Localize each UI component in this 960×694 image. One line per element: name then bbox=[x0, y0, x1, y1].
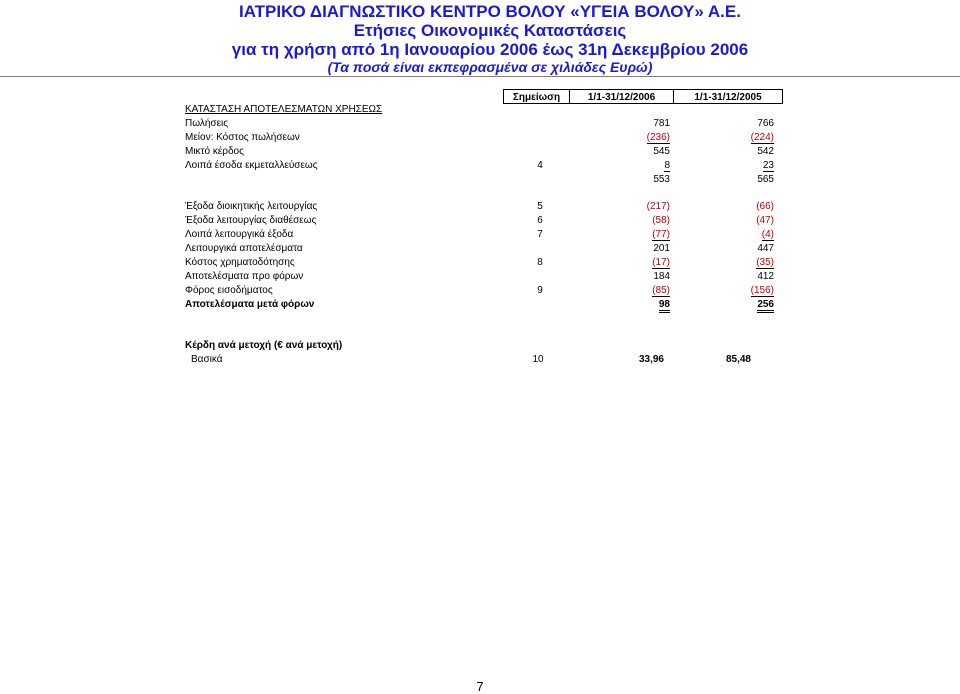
row-note: 4 bbox=[537, 160, 543, 171]
table-row bbox=[0, 299, 960, 313]
section-title: ΚΑΤΑΣΤΑΣΗ ΑΠΟΤΕΛΕΣΜΑΤΩΝ ΧΡΗΣΕΩΣ bbox=[185, 104, 383, 115]
eps-title: Κέρδη ανά μετοχή (€ ανά μετοχή) bbox=[185, 340, 343, 351]
row-value-2006: (17) bbox=[652, 257, 670, 268]
document-title: Ετήσιες Οικονομικές Καταστάσεις bbox=[353, 21, 627, 40]
row-note: 6 bbox=[537, 215, 543, 226]
row-label: Μείον: Κόστος πωλήσεων bbox=[185, 132, 300, 143]
table-row bbox=[0, 174, 960, 188]
row-value-2005: (156) bbox=[750, 285, 774, 296]
row-label: Λοιπά λειτουργικά έξοδα bbox=[185, 229, 294, 240]
page-number: 7 bbox=[476, 679, 484, 694]
row-value-2006: 98 bbox=[659, 299, 670, 313]
row-label: Λοιπά έσοδα εκμεταλλεύσεως bbox=[185, 160, 318, 171]
eps-value-2005: 85,48 bbox=[725, 354, 751, 365]
row-note: 9 bbox=[537, 285, 543, 296]
eps-note: 10 bbox=[532, 354, 544, 365]
row-value-2006: 781 bbox=[653, 118, 670, 129]
header-divider bbox=[0, 76, 960, 77]
period-title: για τη χρήση από 1η Ιανουαρίου 2006 έως 31η Δεκεμβρίου 2006 bbox=[231, 40, 749, 59]
row-value-2005: 565 bbox=[757, 174, 774, 185]
eps-value-2006: 33,96 bbox=[638, 354, 664, 365]
row-value-2005: 542 bbox=[757, 146, 774, 157]
row-value-2006: 553 bbox=[653, 174, 670, 185]
row-note: 7 bbox=[537, 229, 543, 240]
table-row bbox=[0, 215, 960, 229]
row-value-2006: (77) bbox=[652, 229, 670, 240]
row-label: Λειτουργικά αποτελέσματα bbox=[185, 243, 303, 254]
table-row bbox=[0, 285, 960, 299]
row-label: Αποτελέσματα προ φόρων bbox=[185, 271, 304, 282]
eps-row bbox=[0, 354, 960, 368]
row-value-2005: 412 bbox=[757, 271, 774, 282]
row-note: 5 bbox=[537, 201, 543, 212]
table-row bbox=[0, 201, 960, 215]
eps-label: Βασικά bbox=[191, 354, 223, 365]
row-value-2006: 545 bbox=[653, 146, 670, 157]
row-value-2005: 766 bbox=[757, 118, 774, 129]
table-row bbox=[0, 132, 960, 146]
row-label: Φόρος εισοδήματος bbox=[185, 285, 273, 296]
table-row bbox=[0, 118, 960, 132]
row-value-2006: 184 bbox=[653, 271, 670, 282]
company-name: ΙΑΤΡΙΚΟ ΔΙΑΓΝΩΣΤΙΚΟ ΚΕΝΤΡΟ ΒΟΛΟΥ «ΥΓΕΙΑ ΒΟΛΟΥ» Α.Ε. bbox=[239, 2, 741, 21]
row-value-2006: (236) bbox=[646, 132, 670, 143]
row-value-2006: (217) bbox=[646, 201, 670, 212]
row-value-2005: 23 bbox=[762, 160, 774, 171]
row-value-2006: 8 bbox=[664, 160, 670, 171]
row-value-2006: (58) bbox=[652, 215, 670, 226]
row-value-2005: (47) bbox=[756, 215, 774, 226]
table-row bbox=[0, 243, 960, 257]
row-label: Κόστος χρηματοδότησης bbox=[185, 257, 295, 268]
table-row bbox=[0, 229, 960, 243]
column-header-2005: 1/1-31/12/2005 bbox=[674, 89, 783, 104]
row-label: Μικτό κέρδος bbox=[185, 146, 244, 157]
row-value-2005: 447 bbox=[757, 243, 774, 254]
row-label: Αποτελέσματα μετά φόρων bbox=[185, 299, 315, 310]
column-header-2006: 1/1-31/12/2006 bbox=[570, 89, 674, 104]
row-value-2006: 201 bbox=[653, 243, 670, 254]
table-row bbox=[0, 146, 960, 160]
row-label: Έξοδα λειτουργίας διαθέσεως bbox=[185, 215, 317, 226]
row-value-2006: (85) bbox=[652, 285, 670, 296]
row-value-2005: 256 bbox=[757, 299, 774, 313]
row-note: 8 bbox=[537, 257, 543, 268]
row-value-2005: (4) bbox=[761, 229, 774, 240]
row-value-2005: (224) bbox=[750, 132, 774, 143]
table-row bbox=[0, 257, 960, 271]
table-row bbox=[0, 271, 960, 285]
table-row bbox=[0, 160, 960, 174]
row-label: Έξοδα διοικητικής λειτουργίας bbox=[185, 201, 318, 212]
row-value-2005: (66) bbox=[756, 201, 774, 212]
row-label: Πωλήσεις bbox=[185, 118, 229, 129]
row-value-2005: (35) bbox=[756, 257, 774, 268]
column-header-note: Σημείωση bbox=[503, 89, 570, 104]
currency-note: (Τα ποσά είναι εκπεφρασμένα σε χιλιάδες Ευρώ) bbox=[327, 59, 653, 75]
